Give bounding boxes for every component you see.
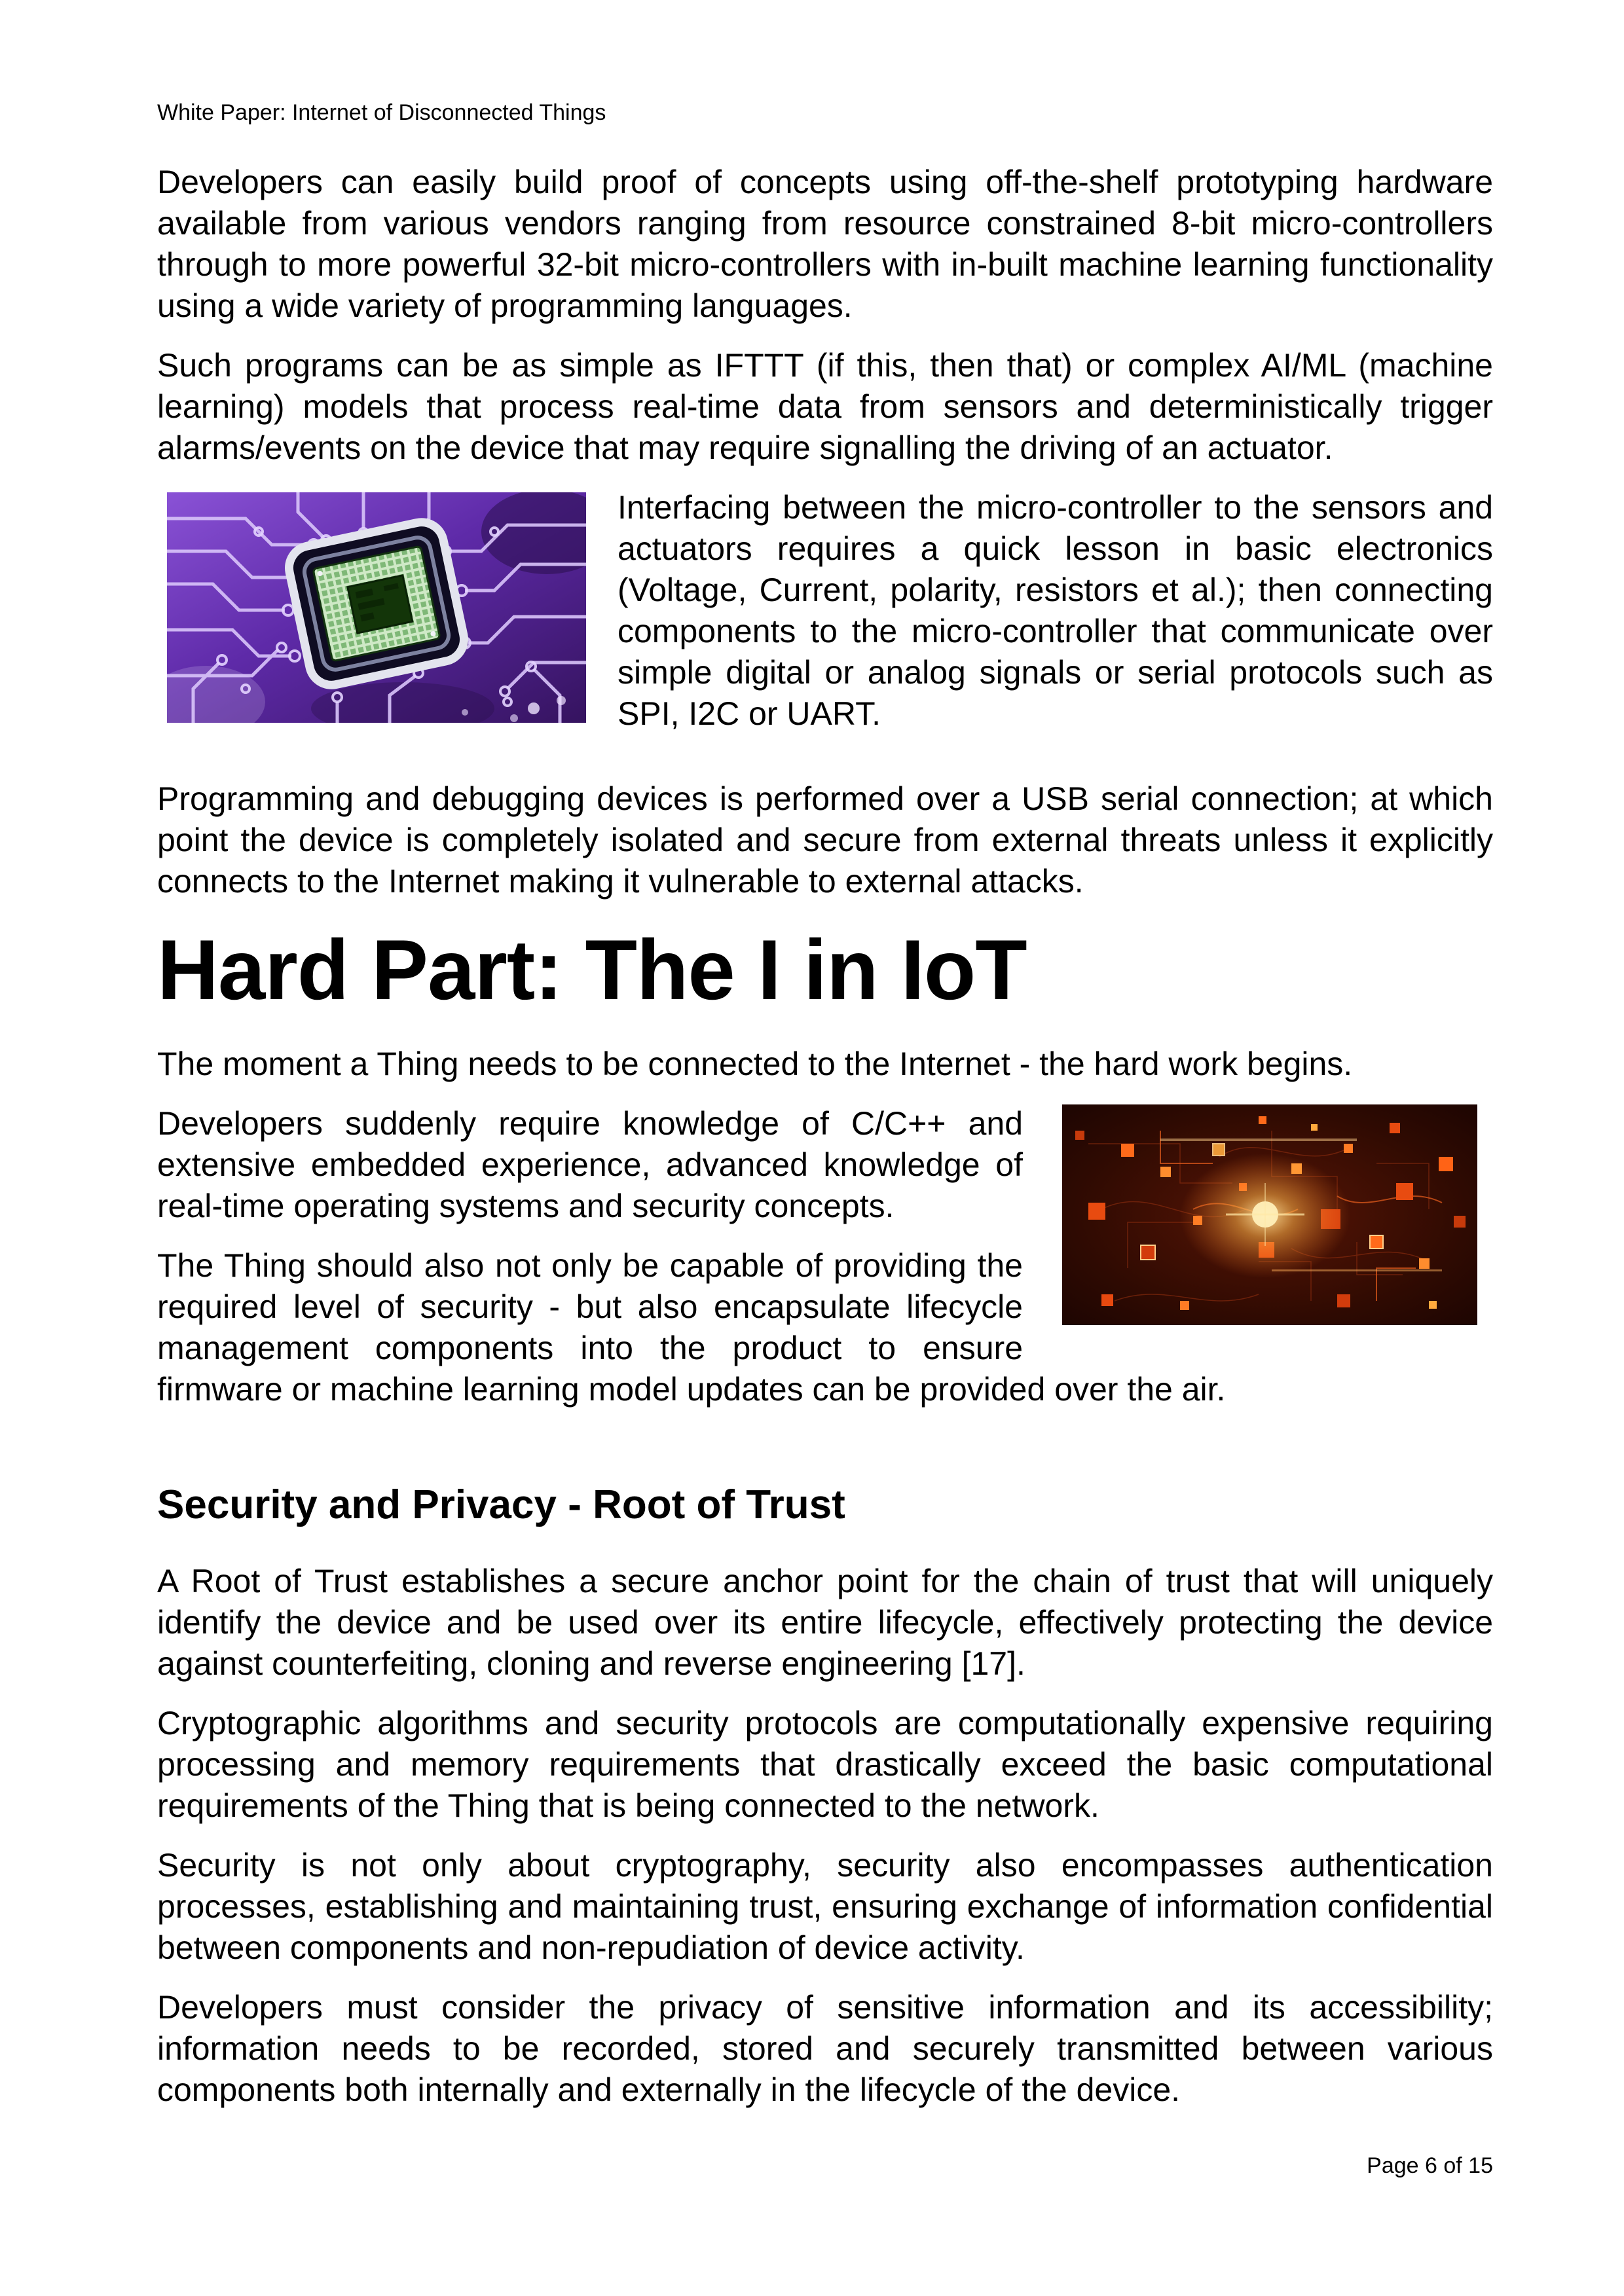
paragraph-security-2: Cryptographic algorithms and security protocols are computationally expensive requiring processing and memory requirements that drastically exceed the basic computational requirements of the Thing that is being connected to the network. xyxy=(157,1705,1493,1824)
paragraph-hard-part-2: The Thing should also not only be capable of providing the required level of security - but also encapsulate lifecycle management components into the product to ensure firmware or machine learning model updates can be provided over the air. xyxy=(157,1247,1226,1408)
paragraph-security-3: Security is not only about cryptography, security also encompasses authentication processes, establishing and maintaining trust, ensuring exchange of information confidential between components and non-repudiation of device activity. xyxy=(157,1847,1493,1966)
center-glow xyxy=(1180,1154,1350,1278)
paragraph-intro-1: Developers can easily build proof of concepts using off-the-shelf prototyping hardware available from various vendors ranging from resource constrained 8-bit micro-controllers through to more powerful 32-bit micro-controllers with in-built machine learning functionality using a wide variety of programming languages. xyxy=(157,164,1493,324)
heading-security-privacy: Security and Privacy - Root of Trust xyxy=(157,1482,845,1527)
paragraph-hard-part-1: Developers suddenly require knowledge of C/C++ and extensive embedded experience, advanced knowledge of real-time operating systems and security concepts. xyxy=(157,1105,1023,1224)
paragraph-security-4: Developers must consider the privacy of sensitive information and its accessibility; information needs to be recorded, stored and securely transmitted between various components both internally and externally in the lifecycle of the device. xyxy=(157,1989,1493,2108)
circuit-board-chip-image xyxy=(167,492,586,723)
orange-circuit-abstract-image xyxy=(1062,1104,1477,1325)
paragraph-lede: The moment a Thing needs to be connected to the Internet - the hard work begins. xyxy=(157,1046,1353,1082)
paragraph-security-1: A Root of Trust establishes a secure anchor point for the chain of trust that will uniquely identify the device and be used over its entire lifecycle, effectively protecting the device against counterfeiting, cloning and reverse engineering [17]. xyxy=(157,1563,1493,1682)
paragraph-programming: Programming and debugging devices is performed over a USB serial connection; at which point the device is completely isolated and secure from external threats unless it explicitly connects to the Internet making it vulnerable to external attacks. xyxy=(157,780,1493,900)
running-header: White Paper: Internet of Disconnected Things xyxy=(157,100,606,125)
cpu-chip xyxy=(285,518,468,689)
section-hard-part xyxy=(157,1103,1493,1429)
heading-hard-part: Hard Part: The I in IoT xyxy=(157,922,1027,1017)
paragraph-interfacing: Interfacing between the micro-controller to the sensors and actuators requires a quick lesson in basic electronics (Voltage, Current, polarity, resistors et al.); then connecting components to the micro-controller that communicate over simple digital or analog signals or serial protocols such as SPI, I2C or UART. xyxy=(618,489,1493,732)
page-number: Page 6 of 15 xyxy=(1367,2153,1493,2178)
paragraph-intro-2: Such programs can be as simple as IFTTT (if this, then that) or complex AI/ML (machine learning) models that process real-time data from sensors and deterministically trigger alarms/events on the device that may require signalling the driving of an actuator. xyxy=(157,347,1493,466)
section-interfacing xyxy=(157,487,1493,778)
